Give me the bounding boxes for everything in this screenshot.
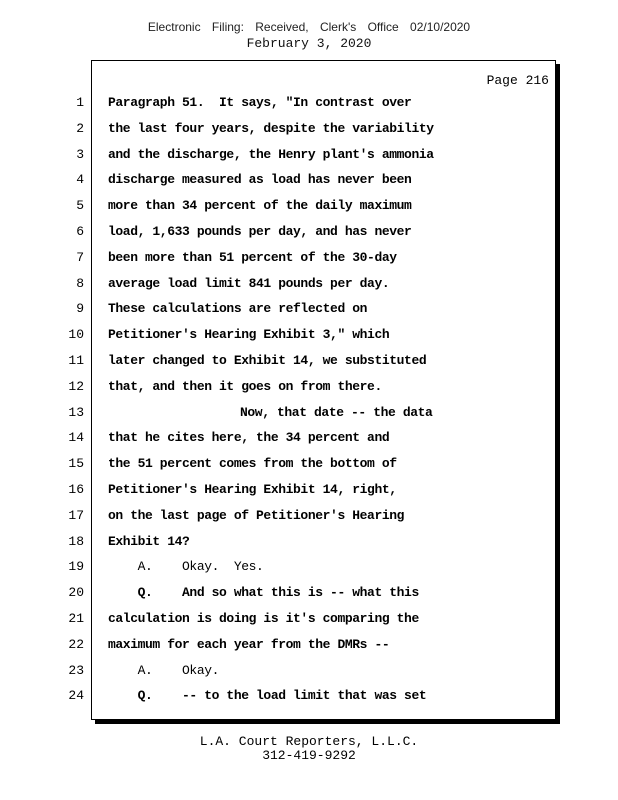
transcript-line bbox=[0, 271, 618, 297]
transcript-line bbox=[0, 219, 618, 245]
transcript-line bbox=[0, 296, 618, 322]
line-number: 1 bbox=[76, 95, 84, 110]
filing-stamp: Electronic Filing: Received, Clerk's Office 02/10/2020 bbox=[147, 20, 471, 34]
line-text: Q. -- to the load limit that was set bbox=[108, 688, 427, 704]
transcript-line bbox=[0, 116, 618, 142]
line-number: 6 bbox=[76, 224, 84, 239]
line-text: Petitioner's Hearing Exhibit 3," which bbox=[108, 327, 390, 343]
line-text: load, 1,633 pounds per day, and has never bbox=[108, 224, 412, 239]
line-number: 8 bbox=[76, 275, 84, 291]
transcript-line bbox=[0, 529, 618, 555]
line-number: 22 bbox=[68, 636, 84, 652]
transcript-line bbox=[0, 632, 618, 658]
transcript-line bbox=[0, 554, 618, 580]
line-number: 21 bbox=[68, 611, 84, 626]
line-number: 14 bbox=[68, 430, 84, 446]
transcript-line bbox=[0, 90, 618, 116]
line-text: Petitioner's Hearing Exhibit 14, right, bbox=[108, 482, 397, 497]
line-number: 9 bbox=[76, 301, 84, 317]
line-text: Q. And so what this is -- what this bbox=[108, 585, 419, 601]
transcript-line bbox=[0, 606, 618, 632]
line-text: maximum for each year from the DMRs -- bbox=[108, 636, 390, 652]
line-text: and the discharge, the Henry plant's ammonia bbox=[108, 146, 434, 162]
line-text: more than 34 percent of the daily maximum bbox=[108, 198, 412, 214]
transcript-line bbox=[0, 580, 618, 606]
line-number: 3 bbox=[76, 146, 84, 162]
line-number: 17 bbox=[68, 507, 84, 523]
line-text: that, and then it goes on from there. bbox=[108, 378, 382, 394]
transcript-line bbox=[0, 193, 618, 219]
line-number: 23 bbox=[68, 662, 84, 678]
line-text: A. Okay. bbox=[108, 662, 220, 678]
transcript-line bbox=[0, 683, 618, 709]
reporter-phone: 312-419-9292 bbox=[262, 748, 356, 763]
page-number: Page 216 bbox=[486, 73, 549, 88]
line-number: 7 bbox=[76, 249, 84, 265]
transcript-line bbox=[0, 658, 618, 684]
transcript-line bbox=[0, 425, 618, 451]
line-text: average load limit 841 pounds per day. bbox=[108, 275, 390, 291]
transcript-line bbox=[0, 142, 618, 168]
line-number: 16 bbox=[68, 482, 84, 497]
line-text: Now, that date -- the data bbox=[240, 404, 433, 420]
line-number: 10 bbox=[68, 327, 84, 343]
line-text: A. Okay. Yes. bbox=[108, 559, 264, 575]
transcript-line bbox=[0, 451, 618, 477]
transcript-line bbox=[0, 400, 618, 426]
line-text: the last four years, despite the variability bbox=[108, 120, 434, 136]
line-number: 5 bbox=[76, 198, 84, 214]
transcript-line bbox=[0, 245, 618, 271]
line-number: 20 bbox=[68, 585, 84, 601]
transcript-line bbox=[0, 477, 618, 503]
line-number: 19 bbox=[68, 559, 84, 575]
line-text: the 51 percent comes from the bottom of bbox=[108, 456, 397, 472]
line-number: 2 bbox=[76, 120, 84, 136]
line-number: 4 bbox=[76, 172, 84, 188]
transcript-line bbox=[0, 503, 618, 529]
transcript-line bbox=[0, 322, 618, 348]
line-number: 12 bbox=[68, 378, 84, 394]
transcript-line bbox=[0, 374, 618, 400]
line-text: Paragraph 51. It says, "In contrast over bbox=[108, 95, 412, 110]
line-number: 15 bbox=[68, 456, 84, 472]
line-number: 13 bbox=[68, 404, 84, 420]
line-number: 11 bbox=[68, 353, 84, 368]
line-text: Exhibit 14? bbox=[108, 533, 190, 549]
transcript-line bbox=[0, 167, 618, 193]
transcript-date: February 3, 2020 bbox=[246, 36, 372, 51]
line-text: that he cites here, the 34 percent and bbox=[108, 430, 390, 446]
line-number: 18 bbox=[68, 533, 84, 549]
reporter-company: L.A. Court Reporters, L.L.C. bbox=[199, 734, 419, 749]
line-text: later changed to Exhibit 14, we substituted bbox=[108, 353, 427, 368]
transcript-line bbox=[0, 348, 618, 374]
line-text: calculation is doing is it's comparing the bbox=[108, 611, 419, 626]
line-text: on the last page of Petitioner's Hearing bbox=[108, 507, 405, 523]
line-text: discharge measured as load has never been bbox=[108, 172, 412, 188]
line-text: been more than 51 percent of the 30-day bbox=[108, 249, 397, 265]
line-text: These calculations are reflected on bbox=[108, 301, 368, 317]
line-number: 24 bbox=[68, 688, 84, 704]
